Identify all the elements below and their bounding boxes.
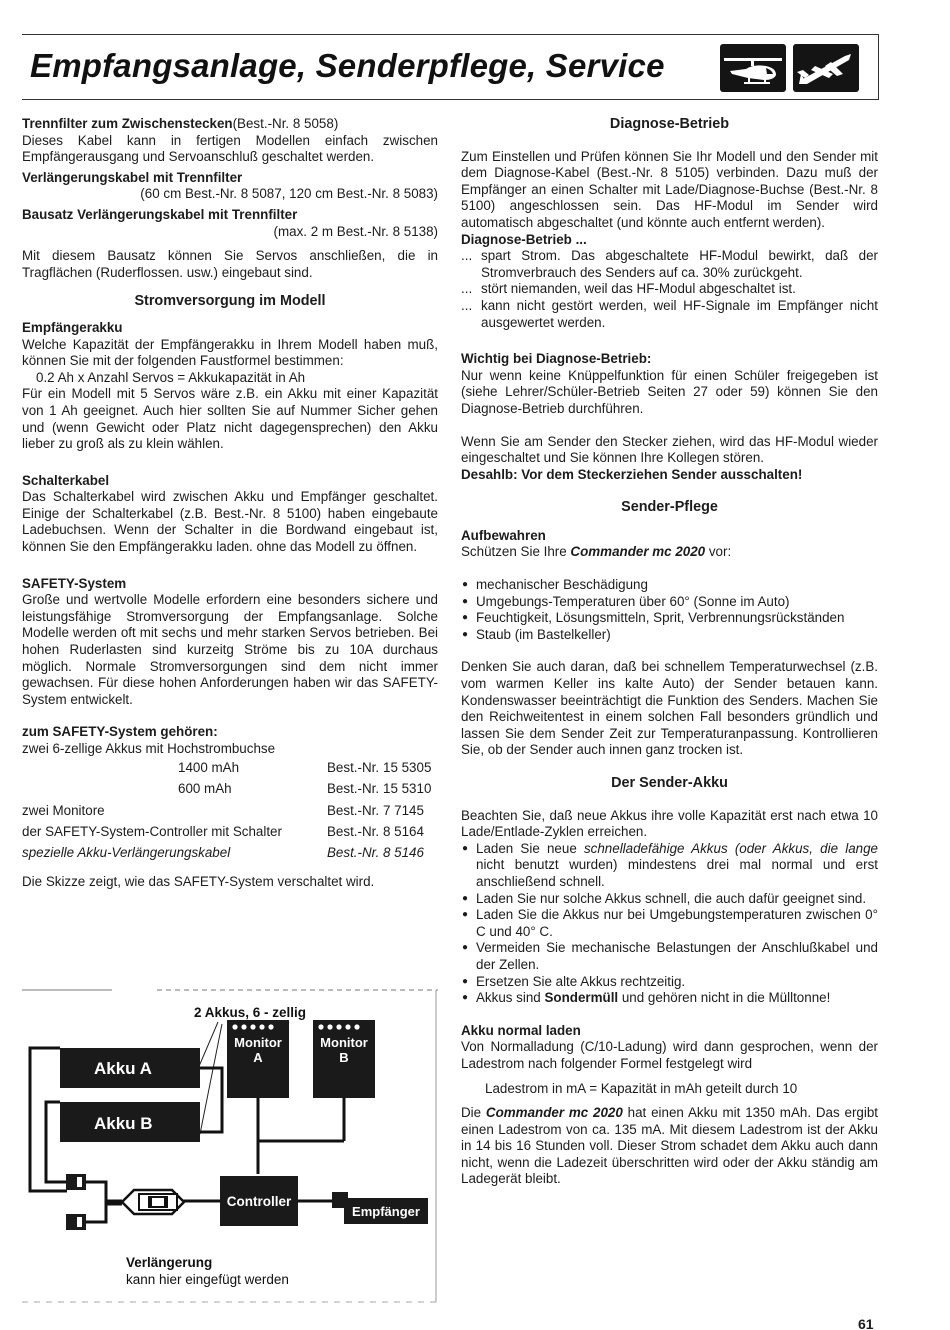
sender-akku-list (461, 841, 878, 1007)
wichtig-text: Nur wenn keine Knüppelfunktion für einen Schüler freigegeben ist (siehe Lehrer/Schüler-Betrieb Seiten 27 oder 59) können Sie den Diagnose-Betrieb durchführen. (461, 367, 878, 416)
safety-components-table (22, 758, 438, 864)
safety-components-intro: zwei 6-zellige Akkus mit Hochstrombuchse (22, 741, 276, 756)
list-item-pre: Laden Sie neue (476, 840, 584, 856)
diagnose-text: Zum Einstellen und Prüfen können Sie Ihr Modell und den Sender mit dem Diagnose-Kabel (Best.-Nr. 8 5105) verbinden. Dazu muß der Empfänger an einen Schalter mit Lade/Diagnose-Buchse (Best.-Nr. 8 5100) angeschlossen sein. Das HF-Modul im Sender wird automatisch abgeschaltet (und könnte auch entfernt werden). (461, 148, 878, 230)
monitor-a-label: Monitor (234, 1035, 282, 1050)
product-name: Commander mc 2020 (485, 1105, 623, 1121)
commander-akku-text (461, 1105, 878, 1188)
normal-laden-text: Von Normalladung (C/10-Ladung) wird dann gesprochen, wenn der Ladestrom nach folgender Formel festgelegt wird (461, 1039, 878, 1071)
sender-akku-text: Beachten Sie, daß neue Akkus ihre volle Kapazität erst nach etwa 10 Lade/Entlade-Zyklen erreichen. (461, 807, 878, 840)
akku-b-label: Akku B (94, 1114, 153, 1133)
table-row (22, 821, 438, 842)
component-label: zwei Monitore (22, 802, 105, 818)
sender-akku-heading: Der Sender-Akku (611, 775, 728, 791)
list-item-post: nicht benutzt wurden) mindestens drei mal normal und erst anschließend schnell. (476, 857, 878, 889)
diagnose-list (461, 248, 878, 331)
stromversorgung-heading: Stromversorgung im Modell (134, 293, 326, 310)
stecker-text: Wenn Sie am Sender den Stecker ziehen, wird das HF-Modul wieder eingeschaltet und Sie können Ihre Kollegen stören. (461, 433, 878, 466)
product-name: Commander mc 2020 (570, 544, 706, 560)
list-item-italic: schnelladefähige Akkus (oder Akkus, die lange (583, 840, 878, 856)
empfaengerakku-text-2: Für ein Modell mit 5 Servos wäre z.B. ein Akku mit einer Kapazität von 1 Ah geeignet. Auch hier sollten Sie auf Nummer Sicher gehen und (wenn Gewicht oder Platz nicht dagegensprechen) den Akku lieber zu groß als zu klein wählen. (22, 386, 438, 452)
list-item: ● Laden Sie die Akkus nur bei Umgebungstemperaturen zwischen 0° C und 40° C. (461, 907, 878, 940)
list-item: ● Ersetzen Sie alte Akkus rechtzeitig. (461, 974, 878, 991)
bausatz-bestnr: (max. 2 m Best.-Nr. 8 5138) (273, 223, 438, 239)
safety-wiring-diagram (22, 986, 438, 1306)
page-number: 61 (858, 1316, 874, 1330)
verlaengerung-bestnr: (60 cm Best.-Nr. 8 5087, 120 cm Best.-Nr. 8 5083) (140, 186, 438, 202)
list-item: ● Umgebungs-Temperaturen über 60° (Sonne im Auto) (461, 594, 878, 611)
final-pre: Die (461, 1105, 486, 1121)
best-nr-label: Best.-Nr. (327, 823, 380, 839)
akku-a-label: Akku A (94, 1059, 152, 1078)
component-label: 1400 mAh (178, 759, 240, 775)
list-item: ● mechanischer Beschädigung (461, 577, 878, 594)
list-item: ● Staub (im Bastelkeller) (461, 627, 878, 644)
list-item: ... stört niemanden, weil das HF-Modul abgeschaltet ist. (461, 281, 878, 298)
diagnose-heading: Diagnose-Betrieb (609, 116, 730, 132)
table-row (22, 779, 438, 800)
best-nr-label: Best.-Nr. (327, 781, 380, 797)
diagram-akkus-label: 2 Akkus, 6 - zellig (194, 1005, 307, 1020)
best-nr-value: 15 5305 (383, 759, 432, 775)
component-label: spezielle Akku-Verlängerungskabel (22, 845, 231, 861)
list-item (461, 841, 878, 891)
ladestrom-formula: Ladestrom in mA = Kapazität in mAh geteilt durch 10 (485, 1080, 798, 1096)
best-nr-value: 7 7145 (383, 802, 424, 818)
bausatz-heading: Bausatz Verlängerungskabel mit Trennfilter (22, 206, 298, 222)
best-nr-value: 8 5164 (383, 823, 424, 839)
normal-laden-heading: Akku normal laden (461, 1022, 581, 1038)
final-post: hat einen Akku mit 1350 mAh. Das ergibt einen Ladestrom von ca. 135 mA. Mit diesem Ladestrom ist der Akku in 14 bis 16 Stunden voll. Dieser Strom schadet dem Akku auch dann nicht, wenn die Ladezeit überschritten wird oder der Akku ständig am Ladegerät bleibt. (461, 1105, 879, 1187)
monitor-a-letter: A (253, 1050, 263, 1065)
safety-components-heading: zum SAFETY-System gehören: (22, 724, 218, 740)
empfaengerakku-text: Welche Kapazität der Empfängerakku in Ihrem Modell haben muß, können Sie mit der folgenden Faustformel bestimmen: (22, 336, 438, 369)
empfaengerakku-heading: Empfängerakku (22, 319, 123, 335)
trennfilter-block (22, 116, 438, 133)
list-item: ● Laden Sie nur solche Akkus schnell, die auch dafür geeignet sind. (461, 891, 878, 908)
list-item-pre: Akkus sind (476, 990, 545, 1006)
list-item-post: und gehören nicht in die Mülltonne! (618, 990, 831, 1006)
trennfilter-bestnr: (Best.-Nr. 8 5058) (232, 116, 339, 131)
skizze-text: Die Skizze zeigt, wie das SAFETY-System verschaltet wird. (22, 874, 375, 890)
trennfilter-text: Dieses Kabel kann in fertigen Modellen einfach zwischen Empfängerausgang und Servoanschluß geschaltet werden. (22, 132, 438, 165)
component-label: der SAFETY-System-Controller mit Schalter (22, 823, 282, 839)
monitor-b-label: Monitor (320, 1035, 368, 1050)
verlaengerung-sublabel: kann hier eingefügt werden (126, 1272, 289, 1287)
stecker-warning: Desahlb: Vor dem Steckerziehen Sender ausschalten! (461, 466, 803, 482)
schalterkabel-heading: Schalterkabel (22, 472, 110, 488)
verlaengerung-label: Verlängerung (126, 1255, 213, 1270)
diagnose-subheading: Diagnose-Betrieb ... (461, 231, 587, 247)
component-label: 600 mAh (178, 781, 232, 797)
table-row (22, 800, 438, 821)
sender-pflege-heading: Sender-Pflege (621, 499, 718, 516)
trennfilter-heading: Trennfilter zum Zwischenstecken (22, 116, 233, 131)
table-row (22, 758, 438, 779)
best-nr-value: 8 5146 (383, 845, 424, 861)
verlaengerung-heading: Verlängerungskabel mit Trennfilter (22, 169, 243, 185)
list-item (461, 990, 878, 1007)
wichtig-heading: Wichtig bei Diagnose-Betrieb: (461, 351, 652, 367)
safety-text: Große und wertvolle Modelle erfordern eine besonders sichere und leistungsfähige Stromversorgung der Empfangsanlage. Solche Modelle werden oft mit sechs und mehr starken Servos betrieben. Bei hohen Ruderlasten sind kurzeitg Ströme bis zu 10A durchaus möglich. Normale Stromversorgungen sind dem nicht immer gewachsen. Für diese hohen Anforderungen haben wir das SAFETY-System entwickelt. (22, 592, 438, 707)
aufbewahren-list (461, 577, 878, 643)
aufbewahren-pre: Schützen Sie Ihre (461, 544, 571, 560)
aufbewahren-text (461, 544, 878, 561)
page-title: Empfangsanlage, Senderpflege, Service (30, 47, 665, 84)
empfaenger-label: Empfänger (352, 1204, 420, 1219)
aufbewahren-heading: Aufbewahren (461, 527, 546, 543)
connector-icon (66, 1174, 86, 1230)
best-nr-label: Best.-Nr. (327, 845, 380, 861)
bausatz-text: Mit diesem Bausatz können Sie Servos anschließen, die in Tragflächen (Ruderflossen. usw.) eingebaut sind. (22, 248, 438, 280)
monitor-b-letter: B (339, 1050, 349, 1065)
helicopter-icon (720, 44, 786, 92)
best-nr-value: 15 5310 (383, 781, 432, 797)
list-item: ... spart Strom. Das abgeschaltete HF-Modul bewirkt, daß der Stromverbrauch des Senders auf ca. 30% zurückgeht. (461, 248, 878, 281)
left-column (22, 116, 438, 891)
list-item: ... kann nicht gestört werden, weil HF-Signale im Empfänger nicht ausgewertet werden. (461, 298, 878, 331)
schalterkabel-text: Das Schalterkabel wird zwischen Akku und Empfänger geschaltet. Einige der Schalterkabel (z.B. Best.-Nr. 8 5100) haben eingebaute Ladebuchsen. Wenn der Schalter in die Bordwand eingebaut ist, können Sie den Empfängerakku laden. ohne das Modell zu öffnen. (22, 489, 438, 555)
table-row (22, 843, 438, 864)
aufbewahren-post: vor: (705, 544, 732, 560)
list-item-bold: Sondermüll (544, 990, 619, 1006)
denken-text: Denken Sie auch daran, daß bei schnellem Temperaturwechsel (z.B. vom warmen Keller ins kalte Auto) der Sender betauen kann. Kondenswasser beeinträchtigt die Funktion des Senders. Machen Sie den Reichweitentest in einem solchen Fall besonders gründlich und lassen Sie dem Sender Zeit zur Temperaturanpassung. Kontrollieren Sie, ob der Sender auch innen ganz trocken ist. (461, 659, 878, 758)
best-nr-label: Best.-Nr. (327, 759, 380, 775)
list-item: ● Feuchtigkeit, Lösungsmitteln, Sprit, Verbrennungsrückständen (461, 610, 878, 627)
controller-label: Controller (226, 1194, 292, 1209)
safety-heading: SAFETY-System (22, 575, 127, 591)
airplane-icon (793, 44, 859, 92)
best-nr-label: Best.-Nr. (327, 802, 380, 818)
akku-formula: 0.2 Ah x Anzahl Servos = Akkukapazität in Ah (36, 369, 306, 385)
right-column (461, 116, 878, 1188)
list-item: ● Vermeiden Sie mechanische Belastungen der Anschlußkabel und der Zellen. (461, 940, 878, 973)
